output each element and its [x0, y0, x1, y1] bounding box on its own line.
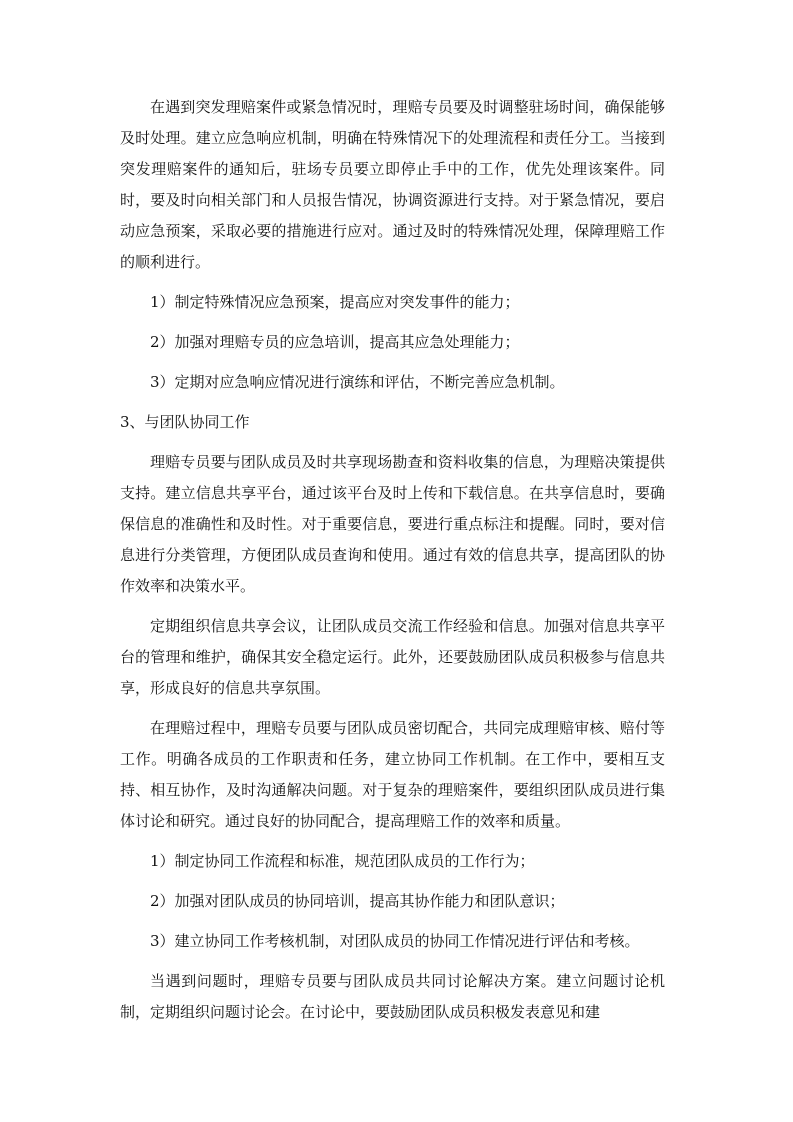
list-item: 1）制定协同工作流程和标准，规范团队成员的工作行为；	[150, 852, 535, 870]
list-item: 3）建立协同工作考核机制，对团队成员的协同工作情况进行评估和考核。	[150, 932, 640, 950]
document-body	[120, 92, 665, 1037]
paragraph-sharing-meetings: 定期组织信息共享会议，让团队成员交流工作经验和信息。加强对信息共享平台的管理和维护，确保其安全稳定运行。此外，还要鼓励团队成员积极参与信息共享，形成良好的信息共享氛围。	[120, 617, 665, 697]
list-item: 1）制定特殊情况应急预案，提高应对突发事件的能力；	[150, 293, 520, 311]
list-item: 2）加强对理赔专员的应急培训，提高其应急处理能力；	[150, 333, 520, 351]
list-item: 2）加强对团队成员的协同培训，提高其协作能力和团队意识；	[150, 892, 565, 910]
list-item: 3）定期对应急响应情况进行演练和评估，不断完善应急机制。	[150, 373, 565, 391]
paragraph-info-sharing: 理赔专员要与团队成员及时共享现场勘查和资料收集的信息，为理赔决策提供支持。建立信息共享平台，通过该平台及时上传和下载信息。在共享信息时，要确保信息的准确性和及时性。对于重要信息，要进行重点标注和提醒。同时，要对信息进行分类管理，方便团队成员查询和使用。通过有效的信息共享，提高团队的协作效率和决策水平。	[120, 453, 665, 595]
paragraph-problem-discussion: 当遇到问题时，理赔专员要与团队成员共同讨论解决方案。建立问题讨论机制，定期组织问题讨论会。在讨论中，要鼓励团队成员积极发表意见和建	[120, 972, 665, 1021]
section-heading: 3、与团队协同工作	[120, 413, 250, 431]
paragraph-collaboration: 在理赔过程中，理赔专员要与团队成员密切配合，共同完成理赔审核、赔付等工作。明确各成员的工作职责和任务，建立协同工作机制。在工作中，要相互支持、相互协作，及时沟通解决问题。对于复杂的理赔案件，要组织团队成员进行集体讨论和研究。通过良好的协同配合，提高理赔工作的效率和质量。	[120, 719, 665, 830]
paragraph-emergency-handling: 在遇到突发理赔案件或紧急情况时，理赔专员要及时调整驻场时间，确保能够及时处理。建立应急响应机制，明确在特殊情况下的处理流程和责任分工。当接到突发理赔案件的通知后，驻场专员要立即停止手中的工作，优先处理该案件。同时，要及时向相关部门和人员报告情况，协调资源进行支持。对于紧急情况，要启动应急预案，采取必要的措施进行应对。通过及时的特殊情况处理，保障理赔工作的顺利进行。	[120, 98, 665, 271]
